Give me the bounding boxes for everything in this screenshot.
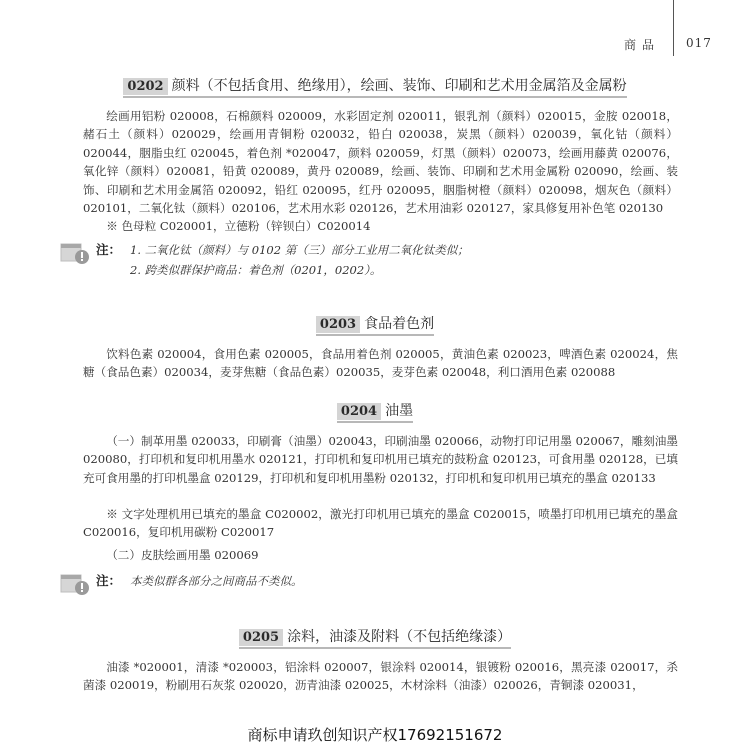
section-heading-0203 bbox=[0, 313, 750, 336]
section-code: 0202 bbox=[123, 78, 167, 95]
note-line: 2. 跨类似群保护商品：着色剂（0201，0202）。 bbox=[130, 263, 382, 277]
note-info-icon bbox=[60, 573, 90, 595]
section-paragraph-supplement: ※ 色母粒 C020001，立德粉（锌钡白）C020014 bbox=[106, 219, 371, 233]
section-title: 食品着色剂 bbox=[364, 316, 435, 332]
note-info-icon bbox=[60, 242, 90, 264]
note-line: 本类似群各部分之间商品不类似。 bbox=[130, 574, 303, 588]
section-code: 0204 bbox=[337, 403, 381, 420]
watermark-text: 商标申请玖创知识产权17692151672 bbox=[247, 726, 503, 744]
section-paragraph: 绘画用铝粉 020008，石棉颜料 020009，水彩固定剂 020011，银乳剂（颜料）020015，金胺 020018，赭石土（颜料）020029，绘画用青铜粉 020032，铅白 020038，炭黑（颜料）020039，氧化钴（颜料）020044，胭脂虫红 020045，着色剂 *020047，颜料 020059，灯黑（颜料）020073，绘画用藤黄 020076，氧化锌（颜料）020081，铅黄 020089，黄丹 020089，绘画、装饰、印刷和艺术用金属粉 020090，绘画、装饰、印刷和艺术用金属箔 020092，铅红 020095，红丹 020095，胭脂树橙（颜料）020098，烟灰色（颜料）020101，二氧化钛（颜料）020106，艺术用水彩 020126，艺术用油彩 020127，家具修复用补色笔 020130 bbox=[83, 109, 678, 216]
section-heading-0205 bbox=[0, 626, 750, 649]
header-divider bbox=[673, 0, 674, 56]
section-paragraph: 油漆 *020001，清漆 *020003，铝涂料 020007，银涂料 020014，银镀粉 020016，黑亮漆 020017，杀菌漆 020019，粉刷用石灰浆 020020，沥青油漆 020025，木材涂料（油漆）020026，青铜漆 020031， bbox=[83, 660, 678, 693]
header-section-title: 商品 bbox=[624, 38, 661, 52]
section-heading-0202 bbox=[0, 75, 750, 98]
section-paragraph-supplement: ※ 文字处理机用已填充的墨盒 C020002，激光打印机用已填充的墨盒 C020015，喷墨打印机用已填充的墨盒 C020016，复印机用碳粉 C020017 bbox=[83, 507, 678, 540]
section-paragraph: （一）制革用墨 020033，印刷膏（油墨）020043，印刷油墨 020066，动物打印记用墨 020067，雕刻油墨 020080，打印机和复印机用墨水 020121，打印机和复印机用已填充的鼓粉盒 020123，可食用墨 020128，已填充可食用墨的打印机墨盒 020129，打印机和复印机用墨粉 020132，打印机和复印机用已填充的墨盒 020133 bbox=[83, 434, 678, 485]
section-paragraph: （二）皮肤绘画用墨 020069 bbox=[106, 548, 259, 562]
section-title: 涂料，油漆及附料（不包括绝缘漆） bbox=[287, 629, 512, 645]
page-header bbox=[0, 0, 750, 60]
note-line: 1. 二氧化钛（颜料）与 0102 第（三）部分工业用二氧化钛类似； bbox=[130, 243, 469, 257]
page-number: 017 bbox=[686, 36, 712, 50]
note-label: 注： bbox=[96, 242, 122, 257]
section-title: 颜料（不包括食用、绝缘用），绘画、装饰、印刷和艺术用金属箔及金属粉 bbox=[171, 78, 627, 94]
section-heading-0204 bbox=[0, 400, 750, 423]
section-paragraph: 饮料色素 020004，食用色素 020005，食品用着色剂 020005，黄油色素 020023，啤酒色素 020024，焦糖（食品色素）020034，麦芽焦糖（食品色素）020035，麦芽色素 020048，利口酒用色素 020088 bbox=[83, 347, 678, 380]
section-code: 0205 bbox=[239, 629, 283, 646]
section-code: 0203 bbox=[316, 316, 360, 333]
note-label: 注： bbox=[96, 573, 122, 588]
section-title: 油墨 bbox=[385, 403, 414, 419]
